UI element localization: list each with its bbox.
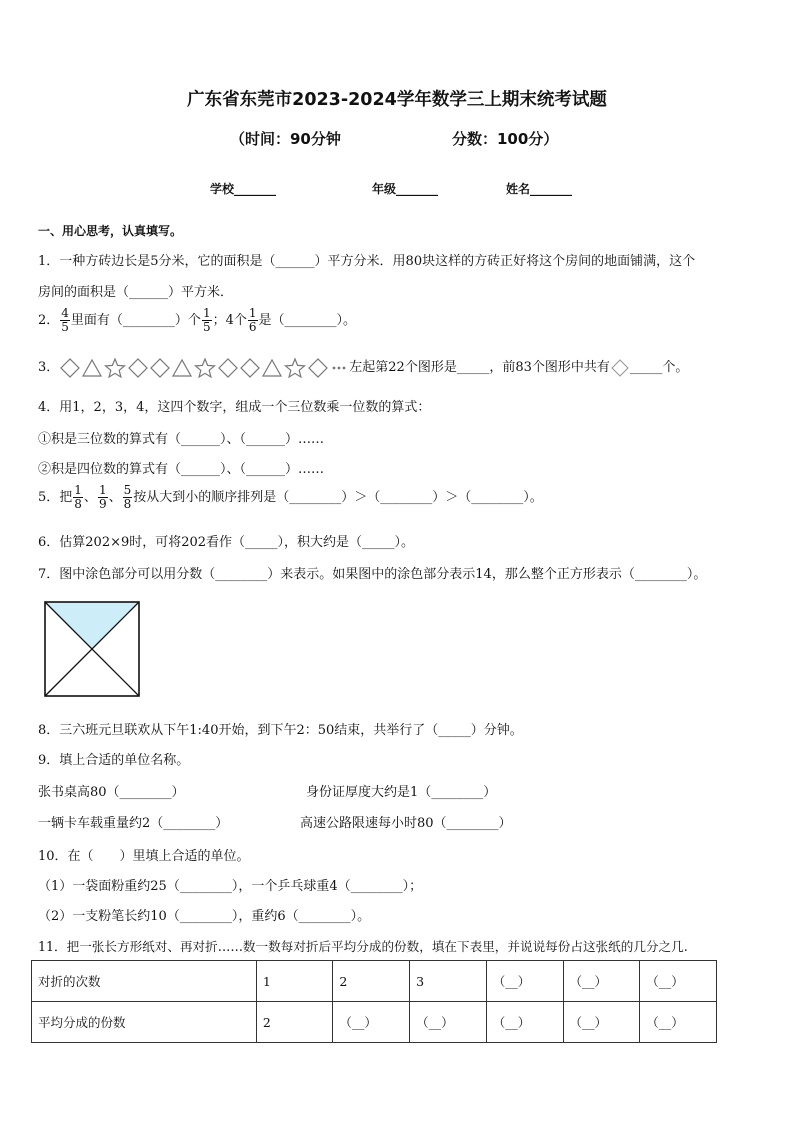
fraction-denominator: 8: [123, 497, 132, 511]
q5-prefix: 5．把: [38, 490, 73, 505]
table-cell: （__）: [333, 1002, 410, 1043]
table-cell: 3: [410, 961, 487, 1002]
q5-separator: 、: [108, 490, 122, 505]
exam-time: （时间：90分钟: [230, 130, 341, 148]
table-cell: （__）: [563, 961, 640, 1002]
name-field: 姓名_______: [506, 182, 573, 196]
q2-prefix: 2．: [38, 313, 60, 328]
fraction: [123, 484, 133, 511]
fraction: [202, 307, 212, 334]
table-cell: （__）: [486, 1002, 563, 1043]
q5-separator: 、: [83, 490, 97, 505]
question-9-item-c: 一辆卡车载重量约2（________）: [38, 816, 229, 831]
fraction: [73, 484, 83, 511]
shaded-triangle: [45, 602, 139, 649]
q5-text: 按从大到小的顺序排列是（________）＞（________）＞（________）。: [133, 490, 543, 505]
fraction-numerator: 1: [202, 306, 211, 320]
fraction-numerator: 4: [61, 306, 69, 320]
page-title: 广东省东莞市2023-2024学年数学三上期末统考试题: [187, 90, 607, 110]
q3-text: 左起第22个图形是_____，前83个图形中共有: [349, 360, 610, 375]
school-field: 学校_______: [210, 182, 277, 196]
diamond-icon: [610, 358, 630, 378]
q3-tail: _____个。: [629, 360, 689, 375]
question-4-line-2: ①积是三位数的算式有（______）、（______）……: [38, 432, 325, 447]
question-7: 7．图中涂色部分可以用分数（________）来表示。如果图中的涂色部分表示14，那么整个正方形表示（________）。: [38, 567, 707, 582]
fraction-numerator: 1: [248, 306, 257, 320]
section-heading: 一、用心思考，认真填写。: [38, 224, 183, 238]
question-2: [38, 307, 356, 334]
question-6: 6．估算202×9时，可将202看作（_____），积大约是（_____）。: [38, 535, 415, 550]
fraction-numerator: 1: [74, 483, 82, 497]
question-5: [38, 484, 543, 511]
q2-text-2: ；4个: [212, 313, 247, 328]
fraction: [98, 484, 108, 511]
table-cell: （__）: [640, 961, 717, 1002]
q3-prefix: 3．: [38, 360, 60, 375]
question-10-line-2: （1）一袋面粉重约25（________），一个乒乓球重4（________）；: [38, 879, 423, 894]
question-1-line-2: 房间的面积是（______）平方米．: [38, 285, 234, 300]
grade-field: 年级_______: [372, 182, 439, 196]
q2-text-1: 里面有（________）个: [70, 313, 201, 328]
question-4-line-3: ②积是四位数的算式有（______）、（______）……: [38, 462, 325, 477]
fraction: [248, 307, 258, 334]
fraction-denominator: 6: [248, 320, 257, 334]
exam-score: 分数：100分）: [452, 130, 559, 148]
question-11: 11．把一张长方形纸对、再对折……数一数每对折后平均分成的份数，填在下表里，并说说每份占这张纸的几分之几.: [38, 939, 688, 954]
table-cell: （__）: [486, 961, 563, 1002]
question-9-item-d: 高速公路限速每小时80（________）: [300, 816, 512, 831]
table-cell: 平均分成的份数: [32, 1002, 257, 1043]
question-9-line-1: 9．填上合适的单位名称。: [38, 753, 190, 768]
fraction-numerator: 1: [98, 483, 107, 497]
shape-sequence-icon: [59, 357, 349, 379]
fraction: [60, 307, 70, 334]
table-cell: （__）: [563, 1002, 640, 1043]
table-cell: 2: [333, 961, 410, 1002]
question-3: [38, 356, 688, 379]
question-4-line-1: 4．用1，2，3，4，这四个数字，组成一个三位数乘一位数的算式：: [38, 400, 431, 415]
question-10-line-1: 10．在（ ）里填上合适的单位。: [38, 849, 250, 864]
fraction-denominator: 9: [98, 497, 107, 511]
question-8: 8．三六班元旦联欢从下午1:40开始，到下午2：50结束，共举行了（_____）分钟。: [38, 723, 523, 738]
fraction-denominator: 5: [202, 320, 211, 334]
fraction-denominator: 5: [61, 320, 69, 334]
table-cell: （__）: [640, 1002, 717, 1043]
fraction-numerator: 5: [123, 483, 132, 497]
table-cell: 对折的次数: [32, 961, 257, 1002]
q2-text-3: 是（________）。: [258, 313, 357, 328]
question-10-line-3: （2）一支粉笔长约10（________），重约6（________）。: [38, 909, 371, 924]
question-1-line-1: 1．一种方砖边长是5分米，它的面积是（______）平方分米．用80块这样的方砖正好将这个房间的地面铺满，这个: [38, 254, 696, 269]
fraction-denominator: 8: [74, 497, 82, 511]
table-row: [32, 1002, 717, 1043]
question-9-item-b: 身份证厚度大约是1（________）: [306, 785, 497, 800]
table-cell: 1: [256, 961, 332, 1002]
fold-table: [31, 960, 717, 1043]
question-9-item-a: 张书桌高80（________）: [38, 785, 185, 800]
table-cell: 2: [256, 1002, 332, 1043]
table-row: [32, 961, 717, 1002]
shaded-square-figure: [44, 601, 140, 697]
table-cell: （__）: [410, 1002, 487, 1043]
